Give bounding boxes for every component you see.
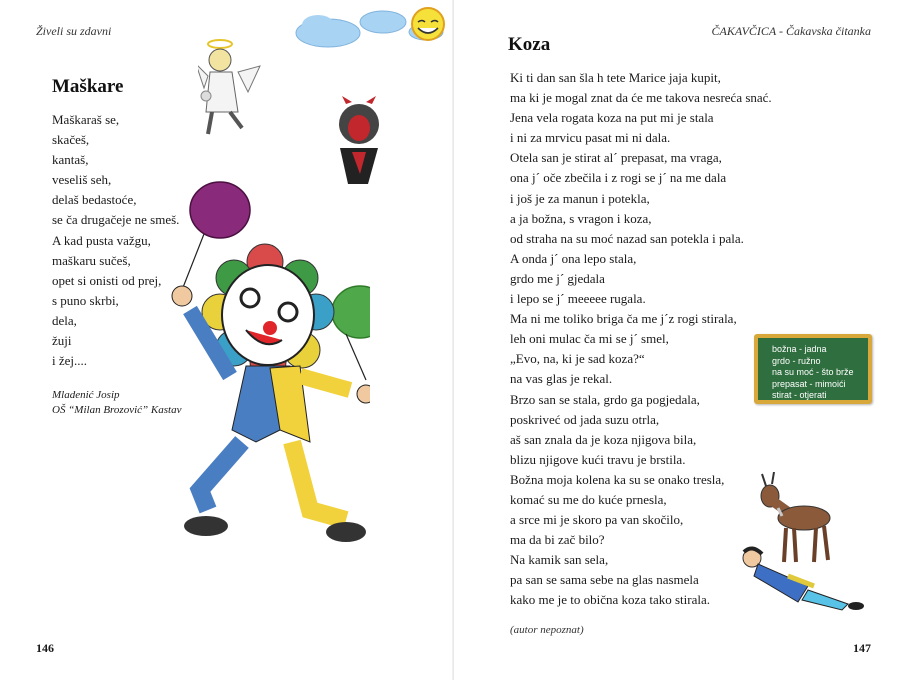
- poem-line: A kad pusta važgu,: [52, 232, 151, 248]
- poem-line: od straha na su moć nazad san potekla i pala.: [510, 230, 744, 246]
- poem-line: grdo me j´ gjedala: [510, 270, 605, 286]
- poem-line: se ča drugačeje ne smeš.: [52, 212, 180, 228]
- right-poem-credit: (autor nepoznat): [510, 624, 584, 636]
- cloud-puff: [302, 15, 334, 35]
- poem-line: Otela san je stirat al´ prepasat, ma vraga,: [510, 150, 722, 166]
- right-poem-title: Koza: [508, 34, 551, 55]
- poem-line: a ja božna, s vragon i koza,: [510, 210, 652, 226]
- poem-line: veseliš seh,: [52, 172, 112, 188]
- angel-illustration: [198, 36, 268, 140]
- glossary-entry: na su moć - što brže: [772, 367, 854, 377]
- poem-line: Na kamik san sela,: [510, 552, 609, 568]
- devil-illustration: [328, 96, 390, 188]
- poem-line: s puno skrbi,: [52, 292, 119, 308]
- poem-line: i ni za mrvicu pasat mi ni dala.: [510, 130, 671, 146]
- poem-line: na vas glas je rekal.: [510, 371, 613, 387]
- poem-line: blizu njigove kući travu je brstila.: [510, 451, 686, 467]
- poem-line: Jena vela rogata koza na put mi je stala: [510, 110, 714, 126]
- poem-line: poskriveć od jada suzu otrla,: [510, 411, 660, 427]
- poem-line: Brzo san se stala, grdo ga pogjedala,: [510, 391, 700, 407]
- clown-illustration: [160, 180, 370, 560]
- right-running-header: ČAKAVČICA - Čakavska čitanka: [711, 24, 871, 38]
- clouds-sun-illustration: [290, 0, 453, 52]
- poem-line: Ma ni me toliko briga ča me j´z rogi stirala,: [510, 311, 737, 327]
- poem-line: delaš bedastoće,: [52, 192, 137, 208]
- poem-line: i još je za manun i potekla,: [510, 190, 650, 206]
- right-page-number: 147: [853, 641, 871, 655]
- poem-line: maškaru sučeš,: [52, 252, 131, 268]
- poem-line: i lepo se j´ meeeee rugala.: [510, 291, 646, 307]
- left-page: [0, 0, 453, 680]
- glossary-chalkboard: [754, 334, 872, 404]
- poem-line: pa san se sama sebe na glas nasmela: [510, 572, 699, 588]
- poem-line: ma da bi zač bilo?: [510, 532, 605, 548]
- school-name: OŠ “Milan Brozović” Kastav: [52, 404, 182, 416]
- right-page: [454, 0, 907, 680]
- glossary-entry: prepasat - mimoići: [772, 378, 846, 389]
- left-running-header: Živeli su zdavni: [36, 24, 112, 38]
- poem-line: „Evo, na, ki je sad koza?“: [510, 351, 645, 367]
- poem-line: Božna moja kolena ka su se onako tresla,: [510, 471, 725, 487]
- poem-line: kako me je to obična koza tako stirala.: [510, 592, 710, 608]
- poem-line: kantaš,: [52, 152, 89, 168]
- poem-line: A onda j´ ona lepo stala,: [510, 250, 637, 266]
- girl-lying-illustration: [738, 546, 866, 616]
- glossary-entry: stirat - otjerati: [772, 390, 827, 400]
- balloon-icon: [190, 182, 250, 238]
- glossary-entry: grdo - ružno: [772, 355, 821, 366]
- poem-line: ma ki je mogal znat da će me takova nesreća snać.: [510, 90, 772, 106]
- left-page-number: 146: [36, 641, 54, 655]
- poem-line: ona j´ oče zbečila i z rogi se j´ na me dala: [510, 170, 727, 186]
- poem-line: opet si onisti od prej,: [52, 272, 162, 288]
- left-poem-title: Maškare: [52, 76, 124, 97]
- poem-line: i žej....: [52, 353, 88, 369]
- poem-line: leh oni mulac ča mi se j´ smel,: [510, 331, 669, 347]
- balloon-icon: [332, 286, 370, 338]
- poem-line: Ki ti dan san šla h tete Marice jaja kupit,: [510, 70, 721, 85]
- poem-line: Maškaraš se,: [52, 112, 120, 127]
- poem-line: skačeš,: [52, 132, 90, 148]
- author-name: Mladenić Josip: [52, 389, 120, 401]
- sun-icon: [412, 8, 444, 40]
- glossary-entry: božna - jadna: [772, 344, 827, 354]
- poem-line: aš san znala da je koza njigova bila,: [510, 431, 697, 447]
- poem-line: dela,: [52, 312, 77, 328]
- cloud-icon: [360, 11, 406, 33]
- poem-line: komać su me do kuće prnesla,: [510, 491, 667, 507]
- poem-line: žuji: [52, 333, 72, 349]
- poem-line: a srce mi je skoro pa van skočilo,: [510, 512, 684, 528]
